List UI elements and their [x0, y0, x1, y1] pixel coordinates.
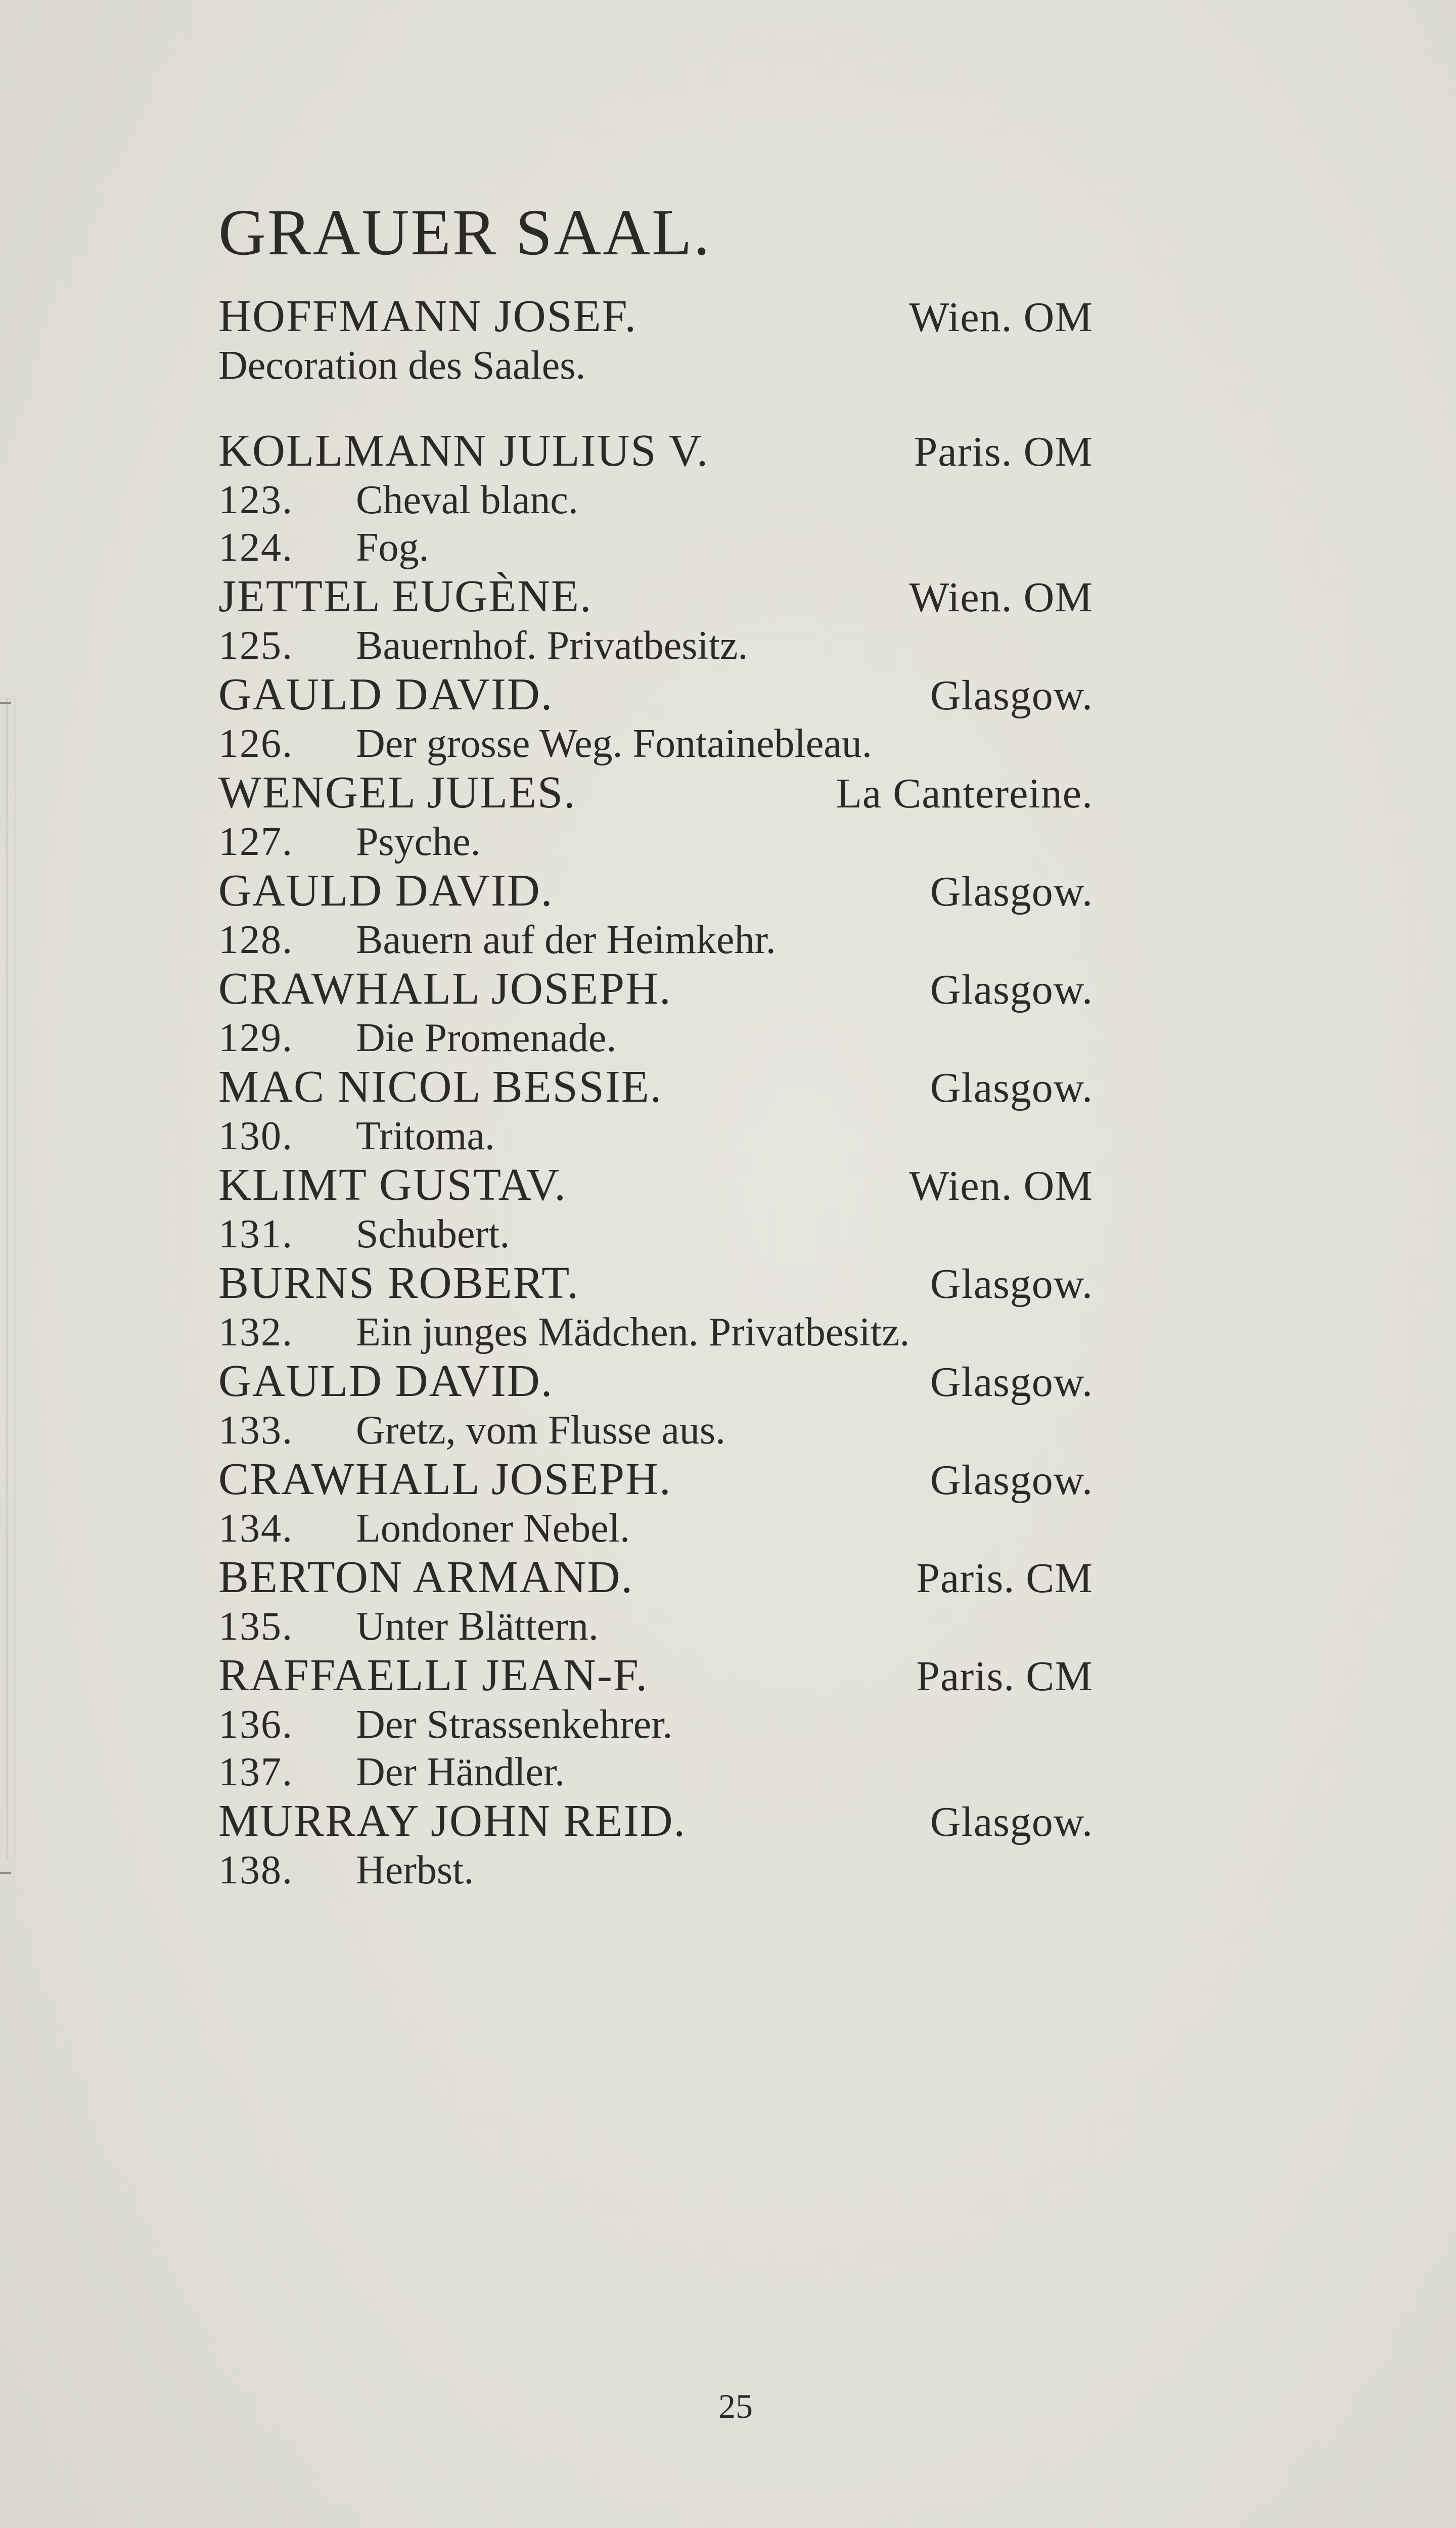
work-number: 126.	[218, 721, 293, 766]
work-number: 134.	[218, 1506, 293, 1551]
work-number: 138.	[218, 1848, 293, 1892]
artist-line	[218, 1796, 1093, 1846]
artist-line	[218, 768, 1093, 818]
catalog-entry	[218, 1258, 1093, 1356]
artist-name: WENGEL JULES.	[218, 768, 576, 818]
artist-name: KOLLMANN JULIUS V.	[218, 426, 709, 476]
catalog-entry	[218, 964, 1093, 1062]
work-title: Die Promenade.	[356, 1016, 617, 1060]
artist-name: GAULD DAVID.	[218, 866, 554, 916]
catalog-entry	[218, 291, 1093, 389]
artist-line	[218, 1356, 1093, 1407]
artist-name: KLIMT GUSTAV.	[218, 1160, 567, 1210]
catalog-entry	[218, 571, 1093, 669]
work-number: 124.	[218, 525, 293, 570]
work-line	[218, 476, 1093, 524]
catalog-entry	[218, 768, 1093, 866]
artist-place: Glasgow.	[930, 868, 1093, 915]
work-number: 137.	[218, 1750, 293, 1794]
artist-name: MAC NICOL BESSIE.	[218, 1062, 663, 1112]
work-title: Gretz, vom Flusse aus.	[356, 1408, 726, 1453]
page-number: 25	[718, 2387, 753, 2425]
work-title: Unter Blättern.	[356, 1604, 599, 1649]
catalog-entry	[218, 426, 1093, 571]
work-number: 132.	[218, 1310, 293, 1355]
artist-line	[218, 669, 1093, 720]
catalog-entry	[218, 1454, 1093, 1552]
artist-place: Glasgow.	[930, 966, 1093, 1013]
artist-name: HOFFMANN JOSEF.	[218, 291, 638, 341]
artist-place: Glasgow.	[930, 1064, 1093, 1111]
catalog-entry	[218, 1356, 1093, 1454]
work-line	[218, 916, 1093, 964]
work-title: Decoration des Saales.	[218, 343, 586, 388]
artist-line	[218, 1160, 1093, 1210]
work-title: Bauern auf der Heimkehr.	[356, 918, 776, 962]
artist-place: Glasgow.	[930, 1457, 1093, 1504]
artist-line	[218, 426, 1093, 476]
work-title: Der grosse Weg. Fontainebleau.	[356, 721, 872, 766]
work-number: 129.	[218, 1016, 293, 1060]
artist-place: Glasgow.	[930, 1359, 1093, 1406]
work-title: Schubert.	[356, 1212, 510, 1256]
work-line	[218, 1505, 1093, 1552]
work-line	[218, 720, 1093, 768]
artist-name: MURRAY JOHN REID.	[218, 1796, 686, 1846]
catalog-entry	[218, 1796, 1093, 1894]
work-title: Cheval blanc.	[356, 478, 578, 522]
work-title: Der Strassenkehrer.	[356, 1702, 673, 1747]
artist-line	[218, 1062, 1093, 1112]
work-title: Bauernhof. Privatbesitz.	[356, 623, 748, 668]
catalog-entry	[218, 1160, 1093, 1258]
fold-mark-bottom	[0, 1872, 11, 1874]
artist-line	[218, 291, 1093, 342]
work-number: 133.	[218, 1408, 293, 1453]
entry-list	[218, 291, 1093, 1894]
artist-line	[218, 1258, 1093, 1308]
catalog-content	[218, 192, 1093, 1894]
artist-place: Paris. CM	[916, 1653, 1093, 1700]
work-line	[218, 342, 1093, 389]
artist-name: GAULD DAVID.	[218, 1356, 554, 1406]
catalog-entry	[218, 1650, 1093, 1796]
work-title: Psyche.	[356, 820, 481, 864]
fold-mark-top	[0, 702, 11, 704]
work-line	[218, 1014, 1093, 1062]
work-line	[218, 524, 1093, 571]
work-number: 135.	[218, 1604, 293, 1649]
artist-line	[218, 1552, 1093, 1603]
artist-name: CRAWHALL JOSEPH.	[218, 1454, 672, 1504]
artist-line	[218, 964, 1093, 1014]
artist-line	[218, 1650, 1093, 1701]
artist-name: RAFFAELLI JEAN-F.	[218, 1650, 649, 1700]
artist-name: BURNS ROBERT.	[218, 1258, 580, 1308]
artist-name: GAULD DAVID.	[218, 669, 554, 719]
page-title: GRAUER SAAL.	[218, 196, 711, 269]
catalog-entry	[218, 1062, 1093, 1160]
work-number: 131.	[218, 1212, 293, 1256]
work-number: 123.	[218, 478, 293, 522]
work-title: Fog.	[356, 525, 429, 570]
work-title: Der Händler.	[356, 1750, 565, 1794]
work-title: Herbst.	[356, 1848, 474, 1892]
work-line	[218, 1112, 1093, 1160]
work-title: Londoner Nebel.	[356, 1506, 630, 1551]
catalog-entry	[218, 1552, 1093, 1650]
artist-place: Paris. OM	[914, 428, 1093, 475]
work-title: Tritoma.	[356, 1114, 495, 1158]
work-line	[218, 1748, 1093, 1796]
work-line	[218, 1846, 1093, 1894]
artist-line	[218, 571, 1093, 622]
artist-place: Glasgow.	[930, 1260, 1093, 1307]
work-number: 128.	[218, 918, 293, 962]
artist-place: Glasgow.	[930, 1798, 1093, 1845]
work-line	[218, 1308, 1093, 1356]
artist-place: Wien. OM	[909, 574, 1093, 621]
work-line	[218, 1407, 1093, 1454]
work-number: 136.	[218, 1702, 293, 1747]
work-number: 130.	[218, 1114, 293, 1158]
artist-place: Wien. OM	[909, 294, 1093, 341]
work-title: Ein junges Mädchen. Privatbesitz.	[356, 1310, 910, 1355]
catalog-entry	[218, 866, 1093, 964]
work-line	[218, 1603, 1093, 1650]
artist-place: Paris. CM	[916, 1555, 1093, 1602]
work-line	[218, 622, 1093, 669]
work-number: 127.	[218, 820, 293, 864]
artist-place: Glasgow.	[930, 672, 1093, 719]
work-line	[218, 818, 1093, 866]
artist-name: BERTON ARMAND.	[218, 1552, 634, 1602]
artist-line	[218, 866, 1093, 916]
work-line	[218, 1210, 1093, 1258]
artist-place: La Cantereine.	[836, 770, 1093, 817]
artist-name: JETTEL EUGÈNE.	[218, 571, 593, 621]
artist-line	[218, 1454, 1093, 1505]
artist-name: CRAWHALL JOSEPH.	[218, 964, 672, 1014]
work-line	[218, 1701, 1093, 1748]
work-number: 125.	[218, 623, 293, 668]
catalog-entry	[218, 669, 1093, 768]
artist-place: Wien. OM	[909, 1162, 1093, 1209]
page-fold	[6, 698, 16, 1861]
